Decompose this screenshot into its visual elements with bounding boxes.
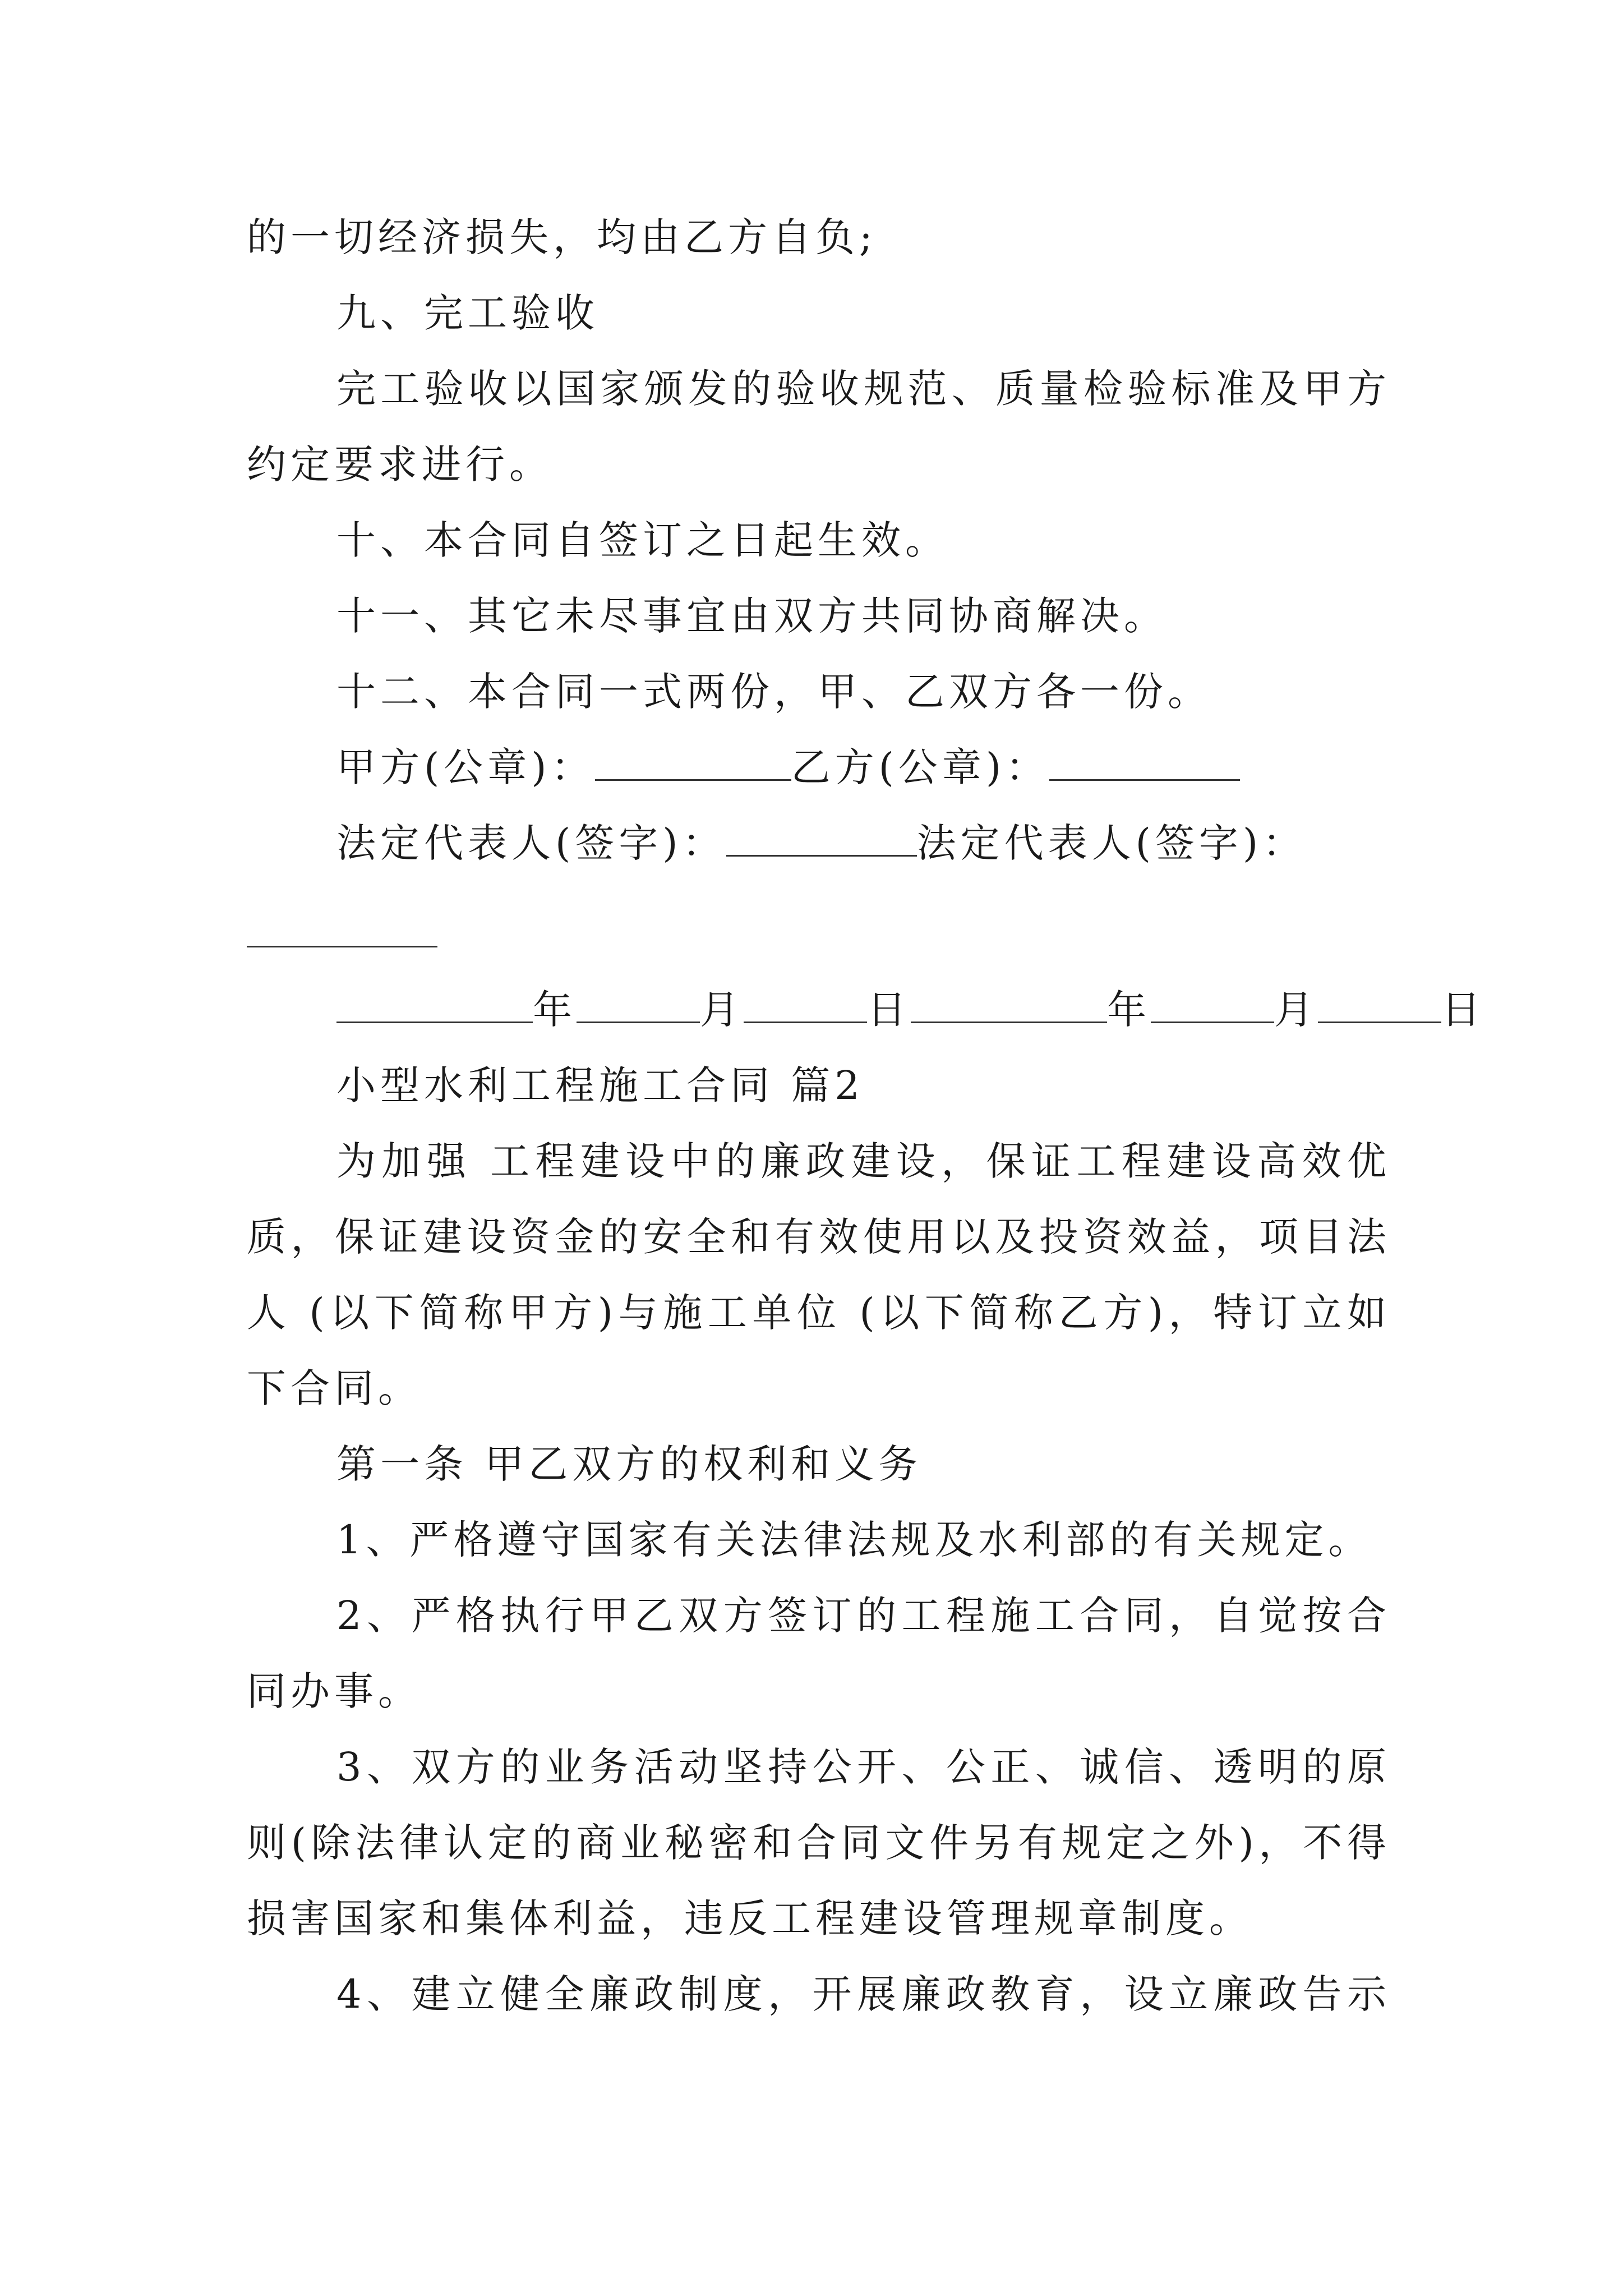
- paragraph-line: 质，保证建设资金的安全和有效使用以及投资效益，项目法: [247, 1214, 1391, 1260]
- paragraph-line: 下合同。: [247, 1365, 422, 1411]
- paragraph-line: 4、建立健全廉政制度，开展廉政教育，设立廉政告示: [336, 1971, 1391, 2017]
- seal-line: [336, 742, 1391, 793]
- paragraph-line: 1、严格遵守国家有关法律法规及水利部的有关规定。: [336, 1517, 1372, 1563]
- month-blank-a: [577, 988, 700, 1023]
- party-a-seal-label: 甲方(公章)：: [336, 744, 595, 790]
- section-heading: 九、完工验收: [336, 290, 599, 336]
- month-blank-b: [1151, 988, 1274, 1023]
- paragraph-line: 人 (以下简称甲方)与施工单位 (以下简称乙方)，特订立如: [247, 1290, 1391, 1336]
- paragraph-line: 十、本合同自签订之日起生效。: [336, 517, 949, 563]
- party-a-rep-blank: [726, 821, 917, 857]
- party-b-rep-blank: [247, 912, 437, 947]
- representative-line: [336, 818, 1391, 868]
- year-label-a: 年: [533, 987, 577, 1033]
- paragraph-line: 2、严格执行甲乙双方签订的工程施工合同，自觉按合: [336, 1593, 1391, 1639]
- article-heading: 第一条 甲乙双方的权利和义务: [336, 1441, 923, 1487]
- year-blank-b: [911, 988, 1107, 1023]
- party-a-rep-label: 法定代表人(签字)：: [336, 820, 726, 866]
- party-b-seal-label: 乙方(公章)：: [791, 744, 1050, 790]
- paragraph-line: 的一切经济损失，均由乙方自负;: [247, 214, 877, 260]
- year-label-b: 年: [1107, 987, 1151, 1033]
- day-label-a: 日: [867, 987, 911, 1033]
- paragraph-line: 十一、其它未尽事宜由双方共同协商解决。: [336, 593, 1168, 639]
- contract-title: 小型水利工程施工合同 篇2: [336, 1062, 864, 1108]
- day-label-b: 日: [1441, 987, 1485, 1033]
- year-blank-a: [336, 988, 533, 1023]
- date-line: [336, 984, 1485, 1035]
- paragraph-line: 3、双方的业务活动坚持公开、公正、诚信、透明的原: [336, 1744, 1391, 1790]
- party-b-rep-label: 法定代表人(签字)：: [916, 820, 1307, 866]
- party-b-seal-blank: [1049, 746, 1240, 781]
- party-a-seal-blank: [595, 746, 791, 781]
- month-label-a: 月: [700, 987, 744, 1033]
- paragraph-line: 同办事。: [247, 1668, 422, 1714]
- day-blank-a: [744, 988, 867, 1023]
- paragraph-line: 为加强 工程建设中的廉政建设，保证工程建设高效优: [336, 1138, 1391, 1184]
- month-label-b: 月: [1274, 987, 1318, 1033]
- day-blank-b: [1318, 988, 1441, 1023]
- paragraph-line: 完工验收以国家颁发的验收规范、质量检验标准及甲方: [336, 366, 1391, 412]
- paragraph-line: 十二、本合同一式两份，甲、乙双方各一份。: [336, 669, 1211, 715]
- paragraph-line: 约定要求进行。: [247, 441, 553, 487]
- paragraph-line: 损害国家和集体利益，违反工程建设管理规章制度。: [247, 1895, 1253, 1941]
- paragraph-line: 则(除法律认定的商业秘密和合同文件另有规定之外)，不得: [247, 1820, 1391, 1866]
- representative-blank-line: [247, 909, 1391, 959]
